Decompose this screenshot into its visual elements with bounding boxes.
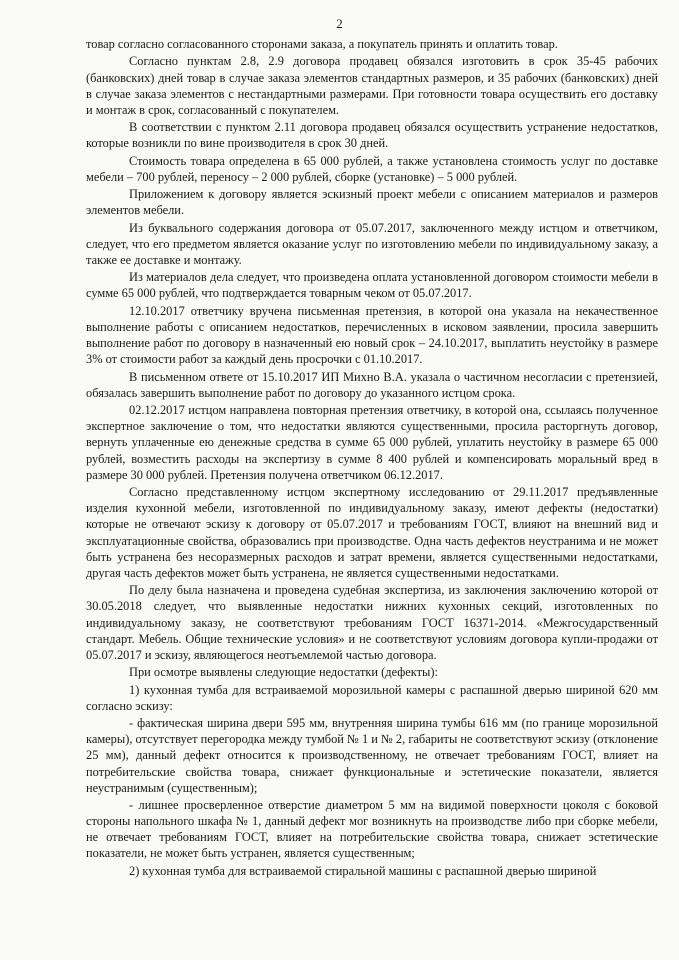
paragraph: 12.10.2017 ответчику вручена письменная претензия, в которой она указала на некачественное выполнение работы с описанием недостатков, перечисленных в исковом заявлении, просила завершить выполнение работ по договору в назначенный ею новый срок – 24.10.2017, выплатить неустойку в размере 3% от стоимости работ за каждый день просрочки с 01.10.2017. — [86, 303, 658, 367]
paragraph: товар согласно согласованного сторонами заказа, а покупатель принять и оплатить товар. — [86, 37, 558, 51]
list-item: - фактическая ширина двери 595 мм, внутренняя ширина тумбы 616 мм (по границе морозильной камеры), отсутствует перегородка между тумбой № 1 и № 2, габариты не соответствуют эскизу (отклонение 25 мм), данный дефект относится к производственному, не отвечает требованиям ГОСТ, влияет на потребительские свойства товара, снижает функциональные и эстетические показатели, является неустранимым (существенным); — [86, 716, 658, 795]
paragraph: Согласно пунктам 2.8, 2.9 договора продавец обязался изготовить в срок 35-45 рабочих (банковских) дней товар в случае заказа элементов стандартных размеров, и 35 рабочих (банковских) дней в случае заказа элементов с нестандартными размерами. При готовности товара осуществить его доставку и монтаж в срок, согласованный с покупателем. — [86, 54, 658, 117]
paragraph: Стоимость товара определена в 65 000 рублей, а также установлена стоимость услуг по доставке мебели – 700 рублей, переносу – 2 000 рублей, сборке (установке) – 5 000 рублей. — [86, 153, 658, 184]
list-item: 1) кухонная тумба для встраиваемой морозильной камеры с распашной дверью шириной 620 мм согласно эскизу: — [86, 682, 658, 713]
paragraph: 02.12.2017 истцом направлена повторная претензия ответчику, в которой она, ссылаясь полученное экспертное заключение о том, что недостатки являются существенными, просила расторгнуть договор, вернуть уплаченные ею денежные средства в сумме 65 000 рублей, уплатить неустойку в размере 65 000 рублей, возместить расходы на экспертизу в сумме 8 400 рублей и компенсировать моральный вред в размере 30 000 рублей. Претензия получена ответчиком 06.12.2017. — [86, 403, 658, 482]
paragraph: В письменном ответе от 15.10.2017 ИП Михно В.А. указала о частичном несогласии с претензией, обязалась завершить выполнение работ по договору до указанного истцом срока. — [86, 369, 658, 400]
paragraph: Приложением к договору является эскизный проект мебели с описанием материалов и размеров элементов мебели. — [86, 187, 658, 218]
paragraph: Из материалов дела следует, что произведена оплата установленной договором стоимости мебели в сумме 65 000 рублей, что подтверждается товарным чеком от 05.07.2017. — [86, 270, 658, 301]
list-item: 2) кухонная тумба для встраиваемой стиральной машины с распашной дверью шириной — [129, 863, 597, 878]
list-item: - лишнее просверленное отверстие диаметром 5 мм на видимой поверхности цоколя с боковой стороны напольного шкафа № 1, данный дефект мог возникнуть на производстве либо при сборке мебели, не отвечает требованиям ГОСТ, влияет на потребительские свойства товара, снижает эстетические показатели, не может быть устранен, является существенным; — [86, 798, 658, 861]
document-body — [86, 36, 658, 880]
paragraph: Согласно представленному истцом экспертному исследованию от 29.11.2017 предъявленные изделия кухонной мебели, изготовленной по индивидуальному заказу, имеют дефекты (недостатки) которые не отвечают эскизу к договору от 05.07.2017 и требованиям ГОСТ, влияют на внешний вид и эксплуатационные свойства, образовались при производстве. Одна часть дефектов неустранима и не может быть устранена без несоразмерных расходов и затрат времени, является существенными недостатками, другая часть дефектов может быть устранена, не является существенными недостатками. — [86, 485, 658, 580]
paragraph: В соответствии с пунктом 2.11 договора продавец обязался осуществить устранение недостатков, которые возникли по вине производителя в срок 30 дней. — [86, 120, 658, 151]
page-number: 2 — [336, 16, 343, 31]
paragraph: При осмотре выявлены следующие недостатки (дефекты): — [129, 665, 438, 680]
paragraph: Из буквального содержания договора от 05.07.2017, заключенного между истцом и ответчиком, следует, что его предметом является оказание услуг по изготовлению мебели по индивидуальному заказу, а также ее доставке и монтажу. — [86, 220, 658, 267]
paragraph: По делу была назначена и проведена судебная экспертиза, из заключения заключению которой от 30.05.2018 следует, что выявленные недостатки нижних кухонных секций, изготовленных по индивидуальному заказу, не соответствуют требованиям ГОСТ 16371-2014. «Межгосударственный стандарт. Мебель. Общие технические условия» и не соответствуют условиям договора купли-продажи от 05.07.2017 и эскизу, являющегося неотъемлемой частью договора. — [86, 583, 658, 662]
